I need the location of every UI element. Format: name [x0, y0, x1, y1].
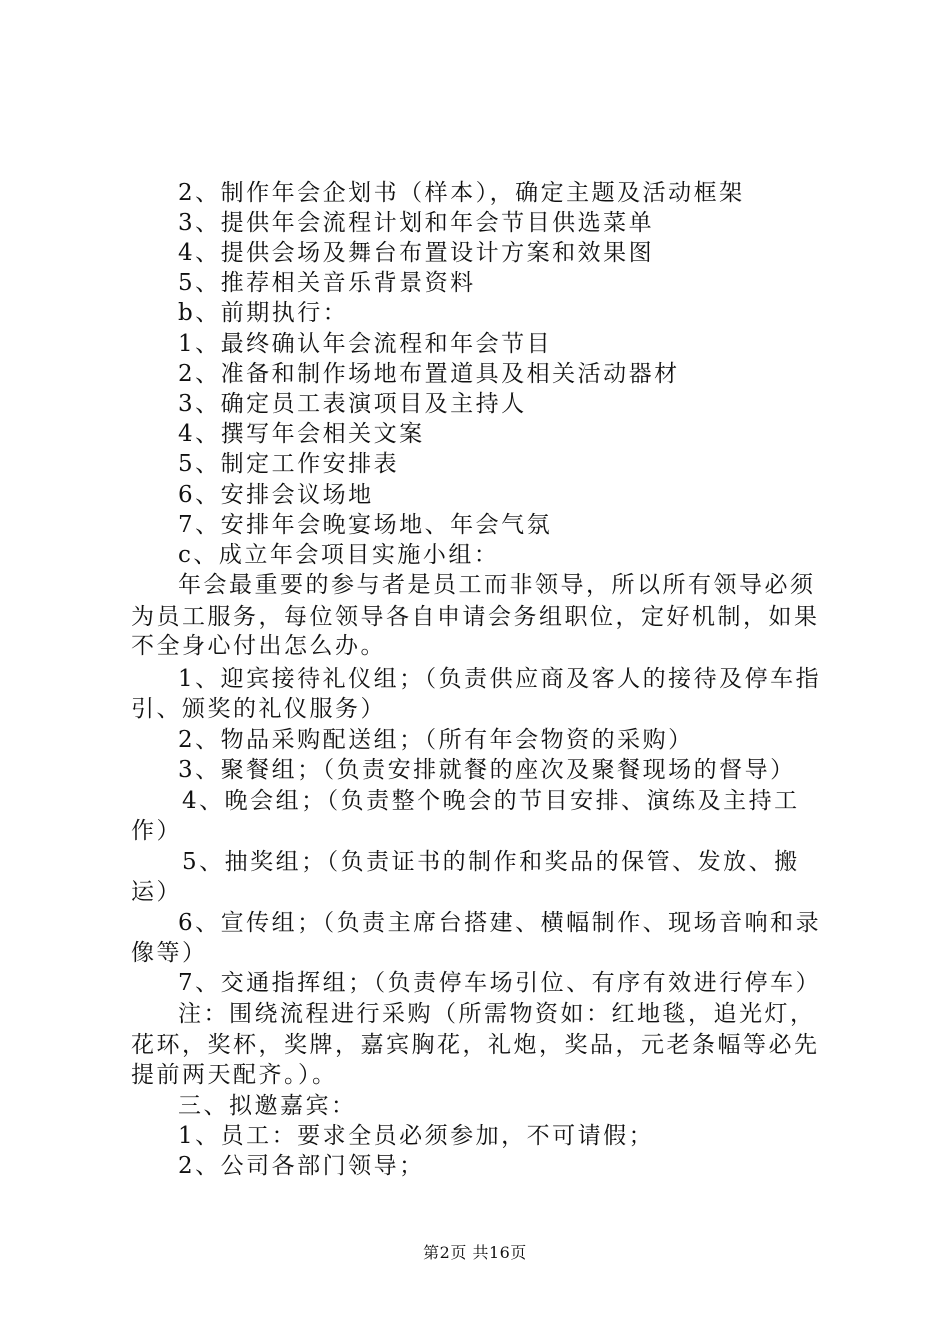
- text-line: b、前期执行：: [178, 300, 349, 326]
- text-line: 2、制作年会企划书（样本），确定主题及活动框架: [178, 180, 745, 206]
- text-line: 2、物品采购配送组；（所有年会物资的采购）: [178, 727, 694, 753]
- text-line: 三、拟邀嘉宾：: [178, 1093, 357, 1119]
- text-line: 6、安排会议场地: [178, 482, 374, 508]
- text-line: 运）: [131, 879, 182, 905]
- text-line: 引、颁奖的礼仪服务）: [131, 696, 386, 722]
- text-line: 4、晚会组；（负责整个晚会的节目安排、演练及主持工: [182, 788, 800, 814]
- text-line: 不全身心付出怎么办。: [131, 633, 386, 659]
- text-line: 为员工服务，每位领导各自申请会务组职位，定好机制，如果: [131, 604, 820, 630]
- text-line: 5、推荐相关音乐背景资料: [178, 270, 476, 296]
- text-line: 1、员工：要求全员必须参加，不可请假；: [178, 1123, 655, 1149]
- text-line: 花环，奖杯，奖牌，嘉宾胸花，礼炮，奖品，元老条幅等必先: [131, 1032, 820, 1058]
- page-number: 第2页 共16页: [423, 1243, 527, 1262]
- text-line: 6、宣传组；（负责主席台搭建、横幅制作、现场音响和录: [178, 910, 822, 936]
- text-line: 4、撰写年会相关文案: [178, 421, 425, 447]
- text-line: 5、制定工作安排表: [178, 451, 400, 477]
- text-line: 7、安排年会晚宴场地、年会气氛: [178, 512, 553, 538]
- text-line: 作）: [131, 818, 182, 844]
- text-line: 注：围绕流程进行采购（所需物资如：红地毯，追光灯，: [178, 1001, 816, 1027]
- text-line: 7、交通指挥组；（负责停车场引位、有序有效进行停车）: [178, 970, 822, 996]
- text-line: 2、公司各部门领导；: [178, 1153, 425, 1179]
- text-line: 提前两天配齐。）。: [131, 1062, 338, 1088]
- text-line: 像等）: [131, 940, 208, 966]
- text-line: 4、提供会场及舞台布置设计方案和效果图: [178, 240, 655, 266]
- text-line: 3、提供年会流程计划和年会节目供选菜单: [178, 210, 655, 236]
- text-line: 3、确定员工表演项目及主持人: [178, 391, 527, 417]
- text-line: c、成立年会项目实施小组：: [178, 542, 500, 568]
- text-line: 2、准备和制作场地布置道具及相关活动器材: [178, 361, 680, 387]
- text-line: 5、抽奖组；（负责证书的制作和奖品的保管、发放、搬: [182, 849, 800, 875]
- text-line: 3、聚餐组；（负责安排就餐的座次及聚餐现场的督导）: [178, 757, 796, 783]
- text-line: 年会最重要的参与者是员工而非领导，所以所有领导必须: [178, 572, 816, 598]
- text-line: 1、最终确认年会流程和年会节目: [178, 331, 553, 357]
- text-line: 1、迎宾接待礼仪组；（负责供应商及客人的接待及停车指: [178, 666, 822, 692]
